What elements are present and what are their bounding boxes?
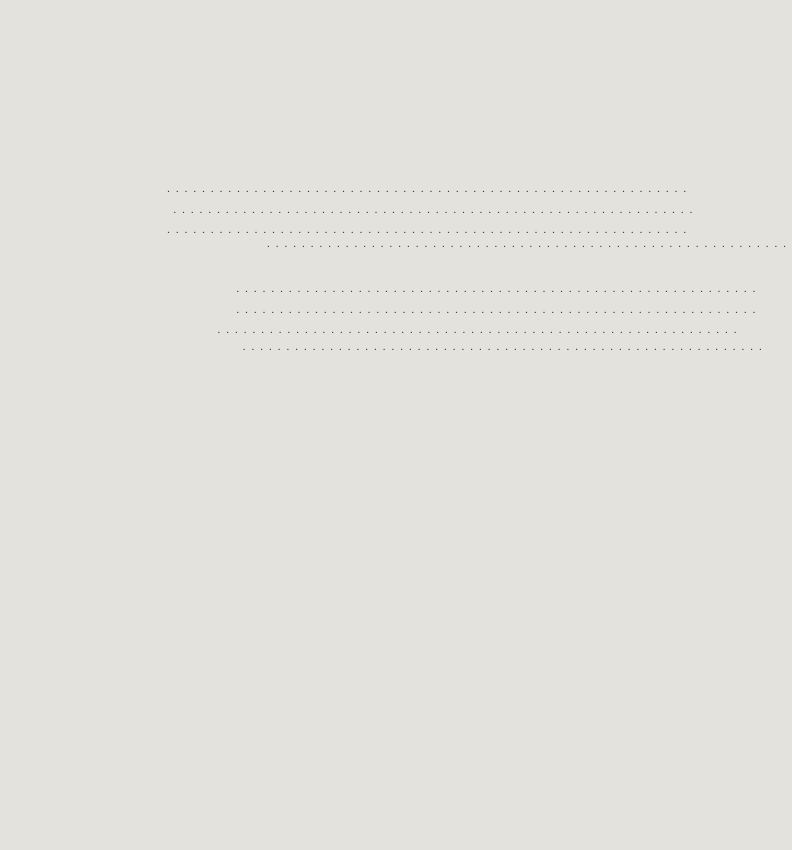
dot-leader: ............................................................: [242, 341, 768, 353]
dot-leader: ............................................................: [267, 238, 792, 250]
dot-leader: ............................................................: [173, 204, 699, 216]
dot-leader: ............................................................: [236, 304, 762, 316]
dot-leader: ............................................................: [167, 224, 693, 236]
dot-leader: ............................................................: [167, 183, 693, 195]
dot-leader: ............................................................: [236, 283, 762, 295]
dot-leader: ............................................................: [217, 324, 743, 336]
